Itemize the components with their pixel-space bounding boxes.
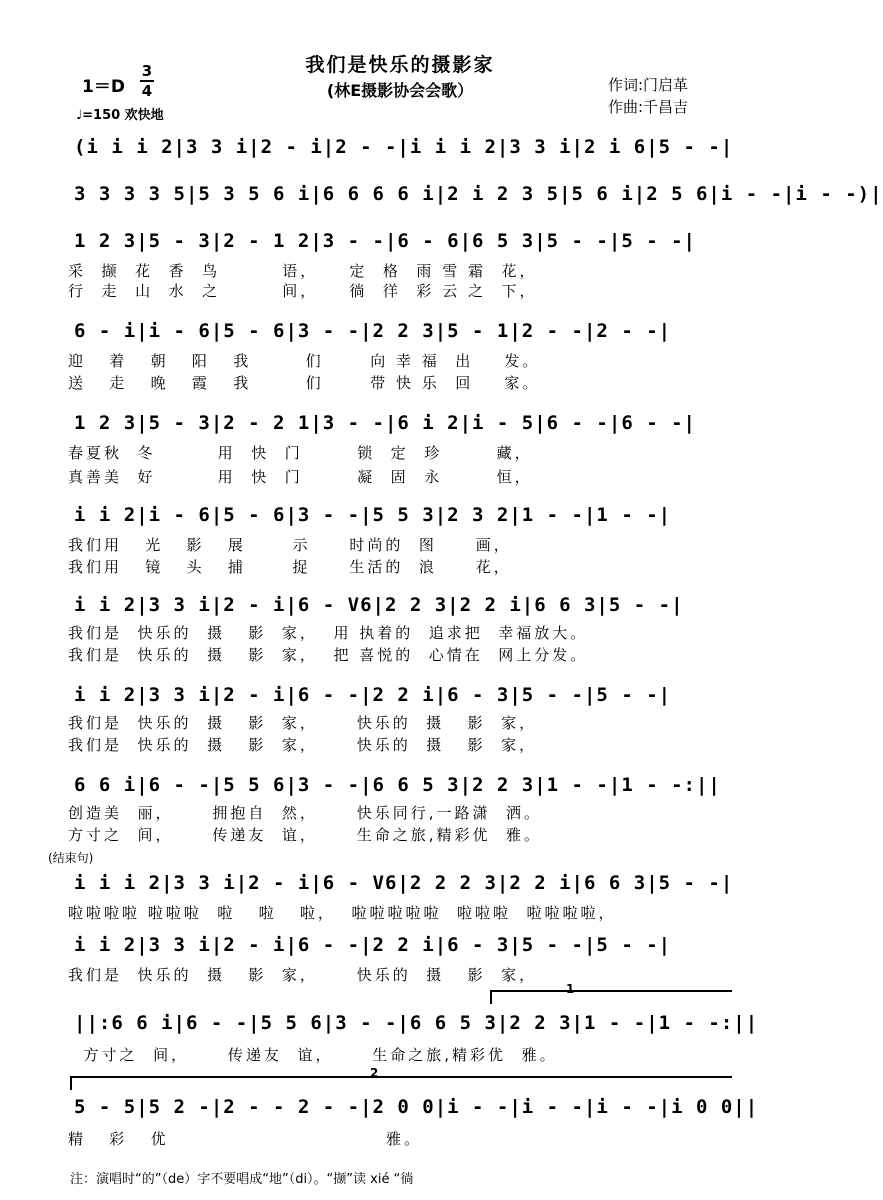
lyric-line: 送 走 晚 霞 我 们 带 快 乐 回 家。 — [68, 374, 541, 392]
meter-top: 3 — [141, 62, 153, 80]
notation-row-final: 5 - 5|5 2 -|2 - - 2 - -|2 0 0|i - -|i - -|i - -|i 0 0|| — [74, 1096, 759, 1118]
volta-number-1: 1 — [566, 982, 575, 996]
lyric-line: 方寸之 间， 传递友 谊， 生命之旅,精彩优 雅。 — [68, 826, 543, 844]
lyric-line: 行 走 山 水 之 间， 徜 徉 彩 云 之 下， — [68, 282, 538, 300]
lyric-line: 我们是 快乐的 摄 影 家， 快乐的 摄 影 家， — [68, 736, 538, 754]
volta-bracket-2 — [70, 1076, 732, 1090]
footnote: 注：演唱时“的”（de）字不要唱成“地”（di）。“撷”读 xié “徜 — [70, 1172, 414, 1187]
lyricist: 作词:门启革 — [608, 76, 689, 94]
song-title: 我们是快乐的摄影家 — [305, 54, 495, 76]
meter-bottom: 4 — [141, 82, 153, 100]
lyric-line: 真善美 好 用 快 门 凝 固 永 恒， — [68, 468, 533, 486]
tempo-marking: ♩=150 欢快地 — [76, 108, 164, 123]
lyric-line: 精 彩 优 雅。 — [68, 1130, 423, 1148]
composer: 作曲:千昌吉 — [608, 98, 689, 116]
notation-row-intro-1: (i i i 2|3 3 i|2 - i|2 - -|i i i 2|3 3 i|2 i 6|5 - -| — [74, 136, 734, 158]
notation-row-8: i i 2|3 3 i|2 - i|6 - -|2 2 i|6 - 3|5 - -|5 - -| — [74, 684, 672, 706]
notation-row-5: 1 2 3|5 - 3|2 - 2 1|3 - -|6 i 2|i - 5|6 - -|6 - -| — [74, 412, 696, 434]
lyric-line: 我们是 快乐的 摄 影 家， 快乐的 摄 影 家， — [68, 966, 538, 984]
volta-bracket-1 — [490, 990, 732, 1004]
key-signature: 1＝D — [82, 77, 125, 97]
lyric-line: 采 撷 花 香 鸟 语， 定 格 雨 雪 霜 花， — [68, 262, 538, 280]
lyric-line: 我们是 快乐的 摄 影 家， 把 喜悦的 心情在 网上分发。 — [68, 646, 589, 664]
notation-row-ending-1: i i i 2|3 3 i|2 - i|6 - V6|2 2 2 3|2 2 i|6 6 3|5 - -| — [74, 872, 734, 894]
notation-row-ending-3: ||:6 6 i|6 - -|5 5 6|3 - -|6 6 5 3|2 2 3|1 - -|1 - -:|| — [74, 1012, 759, 1034]
lyric-line: 春夏秋 冬 用 快 门 锁 定 珍 藏， — [68, 444, 533, 462]
notation-row-intro-2: 3 3 3 3 5|5 3 5 6 i|6 6 6 6 i|2 i 2 3 5|5 6 i|2 5 6|i - -|i - -)| — [74, 183, 883, 205]
ending-label: (结束句) — [48, 851, 94, 865]
lyric-line: 方寸之 间， 传递友 谊， 生命之旅,精彩优 雅。 — [68, 1046, 558, 1064]
lyric-line: 啦啦啦啦 啦啦啦 啦 啦 啦， 啦啦啦啦啦 啦啦啦 啦啦啦啦， — [68, 904, 617, 922]
volta-number-2: 2 — [370, 1066, 379, 1080]
notation-row-9: 6 6 i|6 - -|5 5 6|3 - -|6 6 5 3|2 2 3|1 - -|1 - -:|| — [74, 774, 721, 796]
lyric-line: 我们用 镜 头 捕 捉 生活的 浪 花， — [68, 558, 512, 576]
lyric-line: 迎 着 朝 阳 我 们 向 幸 福 出 发。 — [68, 352, 541, 370]
song-subtitle: (林E摄影协会会歌） — [326, 81, 474, 100]
lyric-line: 我们是 快乐的 摄 影 家， 用 执着的 追求把 幸福放大。 — [68, 624, 589, 642]
lyric-line: 创造美 丽， 拥抱自 然， 快乐同行,一路潇 洒。 — [68, 804, 543, 822]
lyric-line: 我们用 光 影 展 示 时尚的 图 画， — [68, 536, 512, 554]
notation-row-7: i i 2|3 3 i|2 - i|6 - V6|2 2 3|2 2 i|6 6 3|5 - -| — [74, 594, 684, 616]
notation-row-ending-2: i i 2|3 3 i|2 - i|6 - -|2 2 i|6 - 3|5 - -|5 - -| — [74, 934, 672, 956]
notation-row-6: i i 2|i - 6|5 - 6|3 - -|5 5 3|2 3 2|1 - -|1 - -| — [74, 504, 672, 526]
time-signature — [140, 62, 154, 100]
notation-row-3: 1 2 3|5 - 3|2 - 1 2|3 - -|6 - 6|6 5 3|5 - -|5 - -| — [74, 230, 696, 252]
lyric-line: 我们是 快乐的 摄 影 家， 快乐的 摄 影 家， — [68, 714, 538, 732]
notation-row-4: 6 - i|i - 6|5 - 6|3 - -|2 2 3|5 - 1|2 - -|2 - -| — [74, 320, 672, 342]
